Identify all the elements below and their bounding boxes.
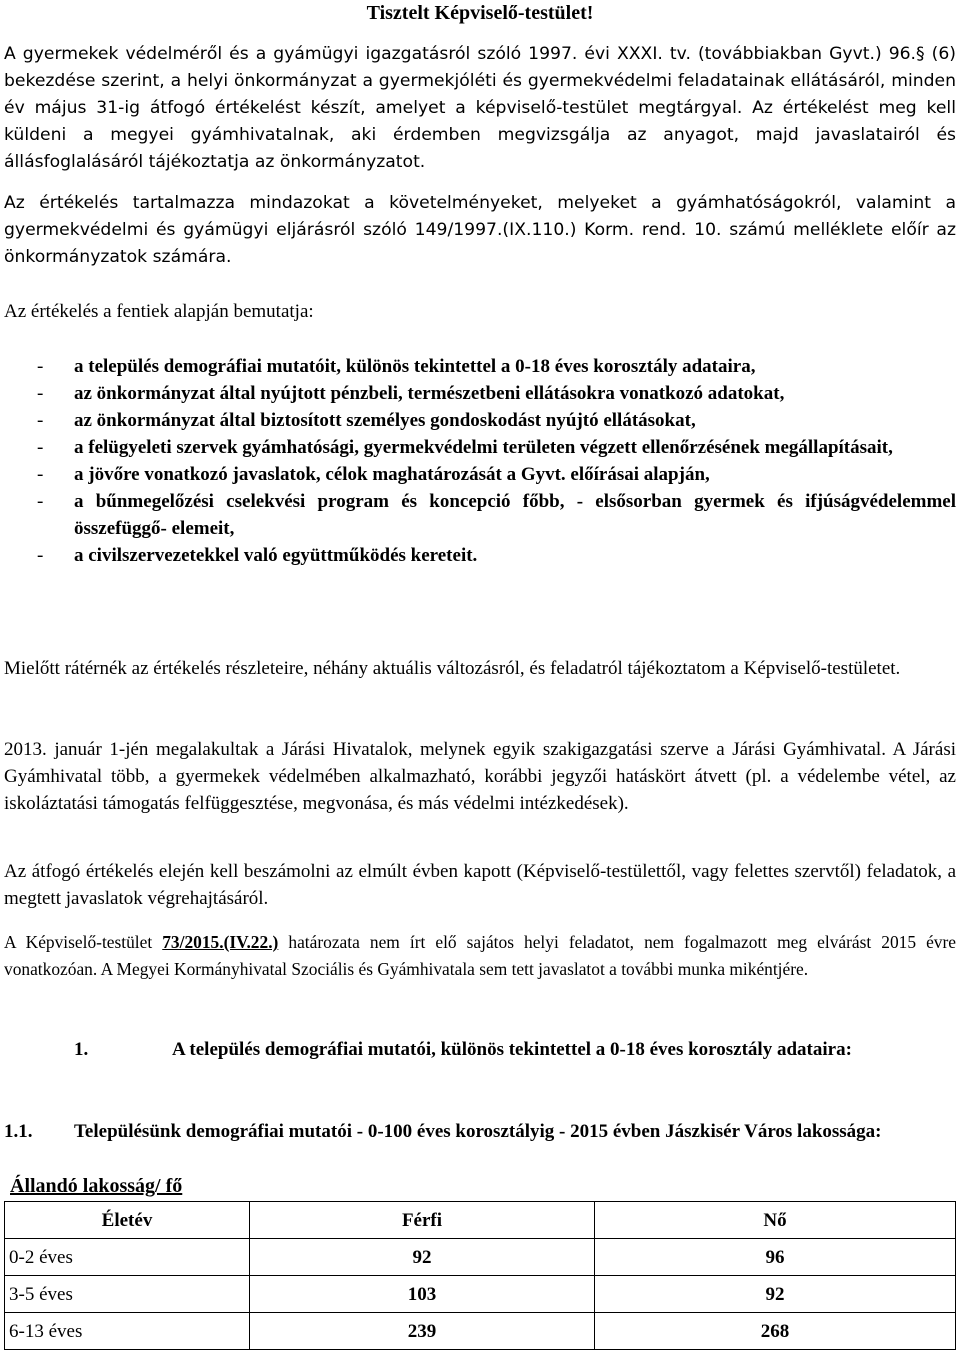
list-dash: -	[37, 383, 44, 404]
section-heading-1-1: 1.1. Településünk demográfiai mutatói - 0-100 éves korosztályig - 2015 évben Jászkisér Város lakossága:	[4, 1118, 956, 1145]
table-cell: 96	[595, 1239, 956, 1276]
table-row	[5, 1239, 956, 1276]
list-item: - az önkormányzat által biztosított személyes gondoskodást nyújtó ellátásokat,	[4, 407, 956, 434]
column-header: Életév	[5, 1202, 250, 1239]
resolution-reference: 73/2015.(IV.22.)	[162, 932, 279, 952]
list-dash: -	[37, 545, 44, 566]
list-dash: -	[37, 464, 44, 485]
section-number: 1.	[74, 1039, 89, 1060]
list-item: - a jövőre vonatkozó javaslatok, célok maghatározását a Gyvt. előírásai alapján,	[4, 461, 956, 488]
table-header-row	[5, 1202, 956, 1239]
table-row	[5, 1313, 956, 1350]
overview-paragraph: Az értékelés a fentiek alapján bemutatja:	[4, 301, 314, 322]
list-dash: -	[37, 491, 44, 512]
table-cell: 6-13 éves	[5, 1313, 250, 1350]
table-cell: 3-5 éves	[5, 1276, 250, 1313]
list-item: - az önkormányzat által nyújtott pénzbeli, természetbeni ellátásokra vonatkozó adatokat,	[4, 380, 956, 407]
section-number: 1.1.	[4, 1121, 33, 1142]
table-row	[5, 1276, 956, 1313]
changes-paragraph: Mielőtt rátérnék az értékelés részleteire, néhány aktuális változásról, és feladatról tájékoztatom a Képviselő-testületet.	[4, 658, 901, 679]
contents-list	[4, 353, 956, 569]
table-cell: 103	[250, 1276, 595, 1313]
list-dash: -	[37, 437, 44, 458]
table-caption: Állandó lakosság/ fő	[10, 1175, 183, 1197]
list-item: - a felügyeleti szervek gyámhatósági, gyermekvédelmi területen végzett ellenőrzésének megállapításait,	[4, 434, 956, 461]
section-heading-1: 1. A település demográfiai mutatói, különös tekintettel a 0-18 éves korosztály adataira:	[74, 1036, 956, 1063]
table-cell: 268	[595, 1313, 956, 1350]
list-dash: -	[37, 356, 44, 377]
table-cell: 92	[250, 1239, 595, 1276]
list-item: - a civilszervezetekkel való együttműködés kereteit.	[4, 542, 956, 569]
table-cell: 239	[250, 1313, 595, 1350]
population-table	[4, 1201, 956, 1350]
list-item: - a település demográfiai mutatóit, különös tekintettel a 0-18 éves korosztály adataira,	[4, 353, 956, 380]
resolution-paragraph: A Képviselő-testület 73/2015.(IV.22.) határozata nem írt elő sajátos helyi feladatot, nem fogalmazott meg elvárást 2015 évre vonatkozóan. A Megyei Kormányhivatal Szociális és Gyámhivatala sem tett javaslatot a további munka mikéntjére.	[4, 932, 957, 979]
column-header: Nő	[595, 1202, 956, 1239]
column-header: Férfi	[250, 1202, 595, 1239]
list-dash: -	[37, 410, 44, 431]
list-item: - a bűnmegelőzési cselekvési program és koncepció főbb, - elsősorban gyermek és ifjúságvédelemmel összefüggő- elemeit,	[4, 488, 956, 542]
page-title: Tisztelt Képviselő-testület!	[366, 2, 594, 24]
intro-paragraph: A gyermekek védelméről és a gyámügyi igazgatásról szóló 1997. évi XXXI. tv. (továbbiakban Gyvt.) 96.§ (6) bekezdése szerint, a helyi önkormányzat a gyermekjóléti és gyermekvédelmi feladatainak ellátásáról, minden év május 31-ig átfogó értékelést készít, amelyet a képviselő-testület megtárgyal. Az értékelést meg kell küldeni a megyei gyámhivatalnak, aki érdemben megvizsgálja az anyagot, majd javaslatairól és állásfoglalásáról tájékoztatja az önkormányzatot.	[4, 44, 956, 172]
jarasi-paragraph: 2013. január 1-jén megalakultak a Járási Hivatalok, melynek egyik szakigazgatási szerve a Járási Gyámhivatal. A Járási Gyámhivatal több, a gyermekek védelmében alkalmazható, korábbi jegyzői hatáskört átvett (pl. a védelembe vétel, az iskoláztatási támogatás felfüggesztése, megvonása, és más védelmi intézkedések).	[4, 739, 956, 814]
requirements-paragraph: Az értékelés tartalmazza mindazokat a követelményeket, melyeket a gyámhatóságokról, valamint a gyermekvédelmi és gyámügyi eljárásról szóló 149/1997.(IX.110.) Korm. rend. 10. számú melléklete előír az önkormányzatok számára.	[4, 193, 956, 267]
table-cell: 0-2 éves	[5, 1239, 250, 1276]
table-cell: 92	[595, 1276, 956, 1313]
reporting-paragraph: Az átfogó értékelés elején kell beszámolni az elmúlt évben kapott (Képviselő-testülettől, vagy felettes szervtől) feladatok, a megtett javaslatok végrehajtásáról.	[4, 861, 956, 909]
